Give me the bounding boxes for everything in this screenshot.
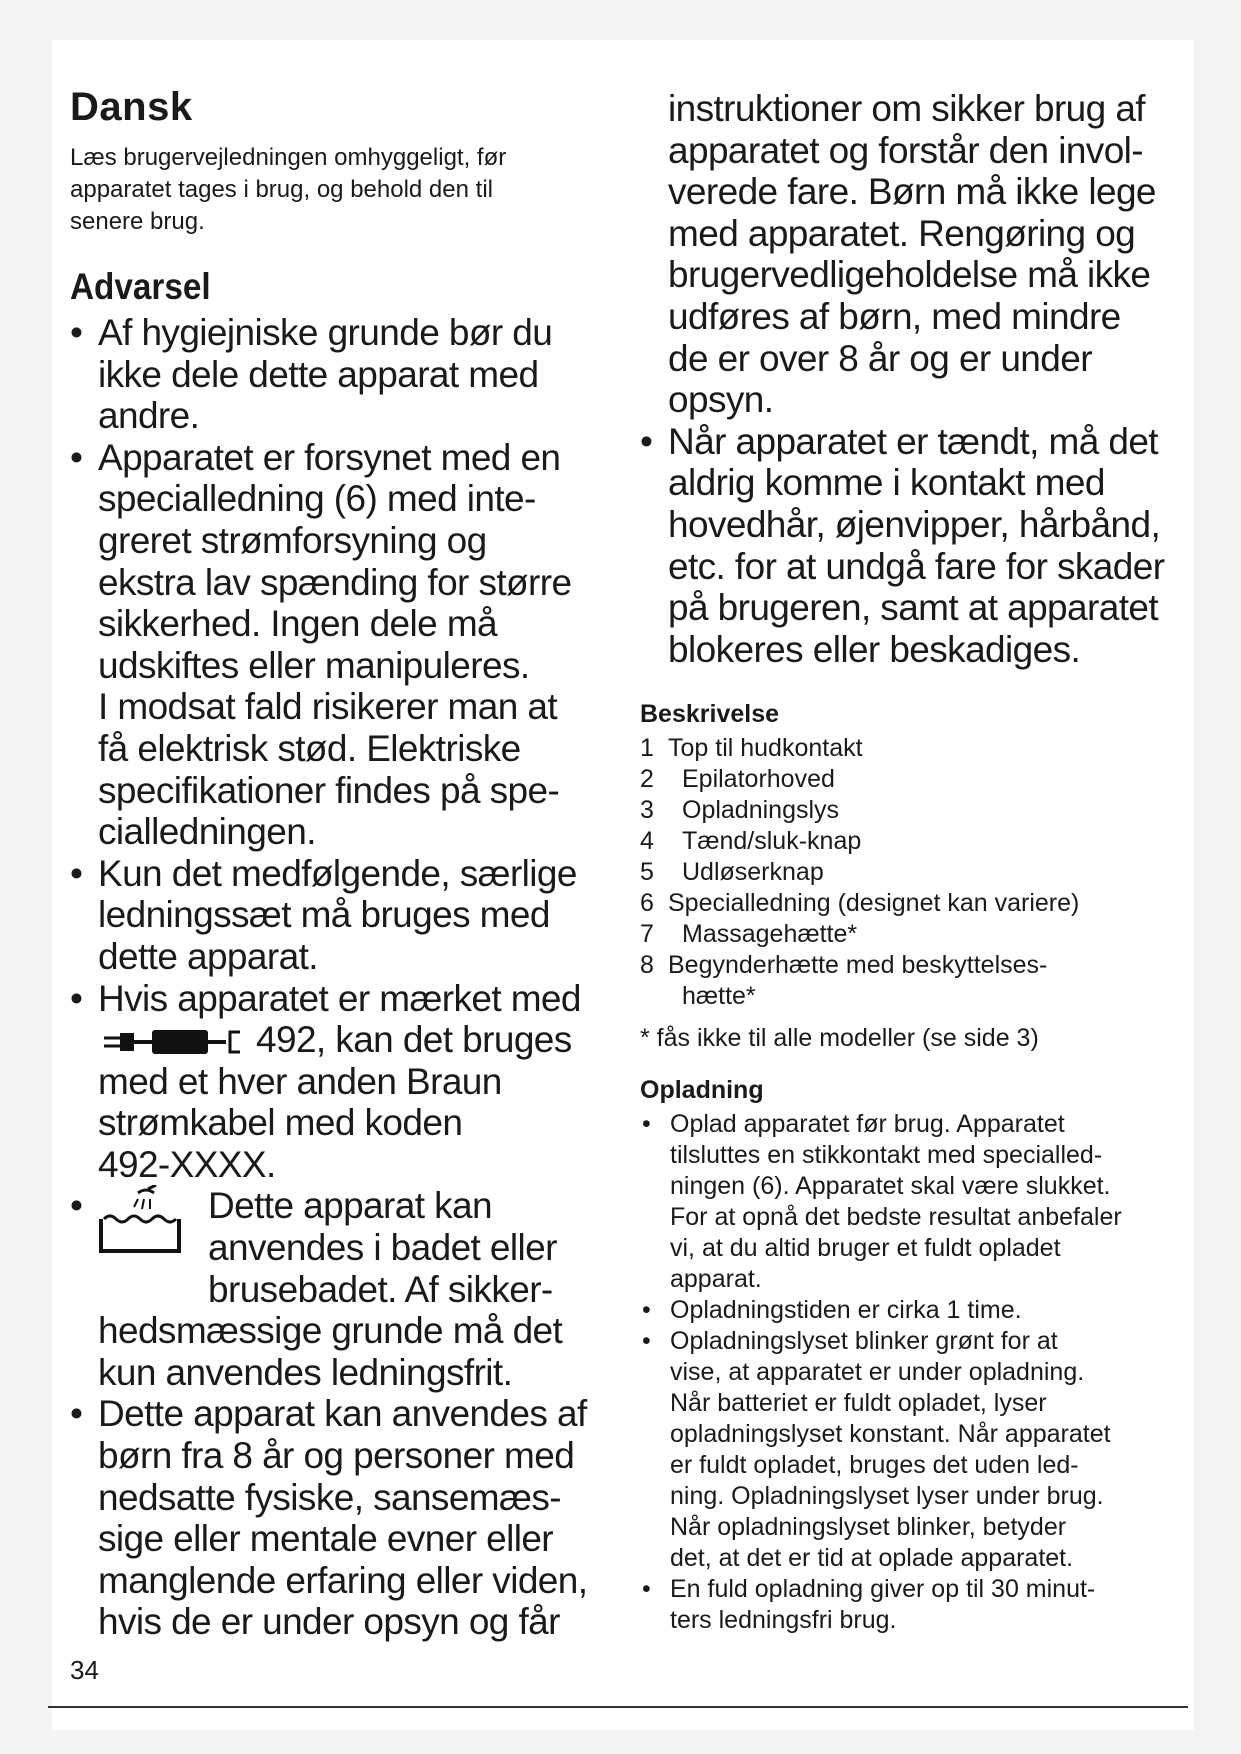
item-number: 3 [640, 796, 654, 825]
charging-item [640, 1326, 1200, 1574]
intro-line: apparatet tages i brug, og behold den til [70, 176, 493, 203]
intro-line: Læs brugervejledningen omhyggeligt, før [70, 144, 507, 171]
bullet: • [70, 852, 83, 894]
charging-line: Opladningslyset blinker grønt for at [670, 1327, 1058, 1356]
bullet: • [642, 1575, 651, 1604]
warning-item-hygiene [70, 312, 610, 437]
item-label: Begynderhætte med beskyttelses- [668, 951, 1048, 980]
warning-line: ledningssæt må bruges med [98, 894, 550, 936]
item-label: Opladningslys [682, 796, 840, 825]
warning-item-children [70, 1393, 610, 1643]
charging-line: Når batteriet er fuldt opladet, lyser [670, 1389, 1047, 1418]
bullet: • [642, 1110, 651, 1139]
charging-item [640, 1109, 1200, 1295]
bottom-rule [48, 1706, 1188, 1708]
description-item [640, 857, 1200, 888]
charging-line: er fuldt opladet, bruges det uden led- [670, 1451, 1079, 1480]
warning-line: specifikationer findes på spe- [98, 769, 560, 811]
item-label: Top til hudkontakt [668, 734, 863, 763]
warning-line: kun anvendes ledningsfrit. [98, 1351, 513, 1393]
charging-line: det, at det er tid at oplade apparatet. [670, 1544, 1074, 1573]
item-label: Specialledning (designet kan variere) [668, 889, 1080, 918]
warning-line: sige eller mentale evner eller [98, 1518, 554, 1560]
warning-line: nedsatte fysiske, sansemæs- [98, 1476, 561, 1518]
warning-heading: Advarsel [70, 266, 211, 307]
item-label: Massagehætte* [682, 920, 858, 949]
warning-line: med apparatet. Rengøring og [668, 212, 1136, 254]
left-column [70, 85, 610, 1643]
charging-line: ters ledningsfri brug. [670, 1606, 897, 1635]
charging-line: For at opnå det bedste resultat anbefaler [670, 1203, 1122, 1232]
item-number: 2 [640, 765, 654, 794]
description-item [640, 950, 1200, 981]
warning-line: aldrig komme i kontakt med [668, 462, 1105, 504]
page-number: 34 [70, 1655, 99, 1685]
warning-item-braun-cable [70, 978, 610, 1186]
bullet: • [70, 977, 83, 1019]
item-number: 7 [640, 920, 654, 949]
bath-shower-icon [98, 1185, 182, 1255]
warning-line: børn fra 8 år og personer med [98, 1435, 575, 1477]
warning-line: anvendes i badet eller [208, 1227, 557, 1269]
warning-line: Af hygiejniske grunde bør du [98, 312, 553, 353]
charging-line: vise, at apparatet er under opladning. [670, 1358, 1085, 1387]
charging-heading: Opladning [640, 1076, 764, 1105]
item-label: Epilatorhoved [682, 765, 835, 794]
description-heading: Beskrivelse [640, 700, 780, 729]
warning-line: få elektrisk stød. Elektriske [98, 727, 521, 769]
description-item [640, 826, 1200, 857]
warning-item-cord-set [70, 853, 610, 978]
right-column [640, 88, 1200, 1636]
warning-line: Dette apparat kan [208, 1185, 492, 1227]
item-number [640, 981, 668, 1012]
warning-line: Når apparatet er tændt, må det [668, 420, 1158, 462]
item-label: hætte* [682, 982, 756, 1011]
power-cord-icon [98, 1027, 246, 1057]
warning-line [98, 1019, 610, 1061]
warning-line: udføres af børn, med mindre [668, 295, 1121, 337]
warning-line: hedsmæssige grunde må det [98, 1310, 563, 1352]
warning-line: instruktioner om sikker brug af [668, 88, 1145, 129]
warning-line: greret strømforsyning og [98, 519, 487, 561]
warning-line: hvis de er under opsyn og får [98, 1601, 560, 1643]
warning-line: apparatet og forstår den invol- [668, 129, 1144, 171]
charging-line: tilsluttes en stikkontakt med specialled- [670, 1141, 1103, 1170]
warning-item-bath [70, 1185, 610, 1393]
item-number: 6 [640, 889, 654, 918]
warning-line: opsyn. [668, 379, 774, 421]
description-list [640, 733, 1200, 1012]
description-item [640, 981, 1200, 1012]
warning-line: sikkerhed. Ingen dele må [98, 603, 498, 645]
charging-line: apparat. [670, 1265, 762, 1294]
bullet: • [70, 1185, 83, 1227]
intro-paragraph [70, 142, 610, 238]
warning-line: Apparatet er forsynet med en [98, 436, 561, 478]
charging-line: opladningslyset konstant. Når apparatet [670, 1420, 1111, 1449]
charging-line: ning. Opladningslyset lyser under brug. [670, 1482, 1104, 1511]
bullet: • [70, 312, 83, 353]
warning-line: Dette apparat kan anvendes af [98, 1393, 587, 1435]
warning-item-special-cord [70, 437, 610, 853]
intro-line: senere brug. [70, 208, 205, 235]
charging-line: En fuld opladning giver op til 30 minut- [670, 1575, 1096, 1604]
charging-item [640, 1574, 1200, 1636]
bath-block [98, 1185, 610, 1310]
warning-line: strømkabel med koden [98, 1102, 463, 1144]
description-item [640, 888, 1200, 919]
bullet: • [70, 436, 83, 478]
warning-line: brugervedligeholdelse må ikke [668, 254, 1151, 296]
bullet: • [640, 420, 653, 462]
warning-line: verede fare. Børn må ikke lege [668, 171, 1156, 213]
description-item [640, 733, 1200, 764]
charging-line: Opladningstiden er cirka 1 time. [670, 1296, 1022, 1325]
item-number: 8 [640, 951, 654, 980]
charging-item [640, 1295, 1200, 1326]
description-item [640, 764, 1200, 795]
charging-line: ningen (6). Apparatet skal være slukket. [670, 1172, 1111, 1201]
warning-line: ikke dele dette apparat med [98, 353, 539, 395]
item-number: 1 [640, 734, 654, 763]
description-item [640, 795, 1200, 826]
warning-line: dette apparat. [98, 935, 318, 977]
warning-line: cialledningen. [98, 811, 316, 853]
warning-line: andre. [98, 395, 200, 437]
charging-list [640, 1109, 1200, 1636]
item-label: Tænd/sluk-knap [682, 827, 862, 856]
warning-item-children-continued [640, 88, 1200, 421]
charging-line: Når opladningslyset blinker, betyder [670, 1513, 1067, 1542]
warning-line: etc. for at undgå fare for skader [668, 545, 1165, 587]
warning-line: blokeres eller beskadiges. [668, 628, 1081, 670]
cable-code-text: 492, kan det bruges [256, 1019, 572, 1061]
warning-line: med et hver anden Braun [98, 1060, 502, 1102]
warning-continued [640, 88, 1200, 670]
warning-line: manglende erfaring eller viden, [98, 1559, 588, 1601]
warning-line: ekstra lav spænding for større [98, 561, 572, 603]
page-title: Dansk [70, 85, 193, 129]
charging-line: vi, at du altid bruger et fuldt opladet [670, 1234, 1061, 1263]
warning-line: Kun det medfølgende, særlige [98, 852, 577, 894]
footnote: * fås ikke til alle modeller (se side 3) [640, 1024, 1039, 1053]
charging-line: Oplad apparatet før brug. Apparatet [670, 1110, 1065, 1139]
warning-line: brusebadet. Af sikker- [208, 1268, 553, 1310]
warning-line: 492-XXXX. [98, 1143, 276, 1185]
warning-item-hair [640, 421, 1200, 671]
bullet: • [642, 1327, 651, 1356]
item-number: 4 [640, 827, 654, 856]
warning-line: på brugeren, samt at apparatet [668, 587, 1159, 629]
bullet: • [642, 1296, 651, 1325]
description-item [640, 919, 1200, 950]
warning-line: de er over 8 år og er under [668, 337, 1092, 379]
bullet: • [70, 1393, 83, 1435]
warning-line: udskiftes eller manipuleres. [98, 644, 530, 686]
item-number: 5 [640, 858, 654, 887]
warning-line: specialledning (6) med inte- [98, 478, 536, 520]
warning-line: hovedhår, øjenvipper, hårbånd, [668, 503, 1161, 545]
warning-line: Hvis apparatet er mærket med [98, 977, 581, 1019]
warning-line: I modsat fald risikerer man at [98, 686, 558, 728]
warning-list [70, 312, 610, 1643]
item-label: Udløserknap [682, 858, 824, 887]
